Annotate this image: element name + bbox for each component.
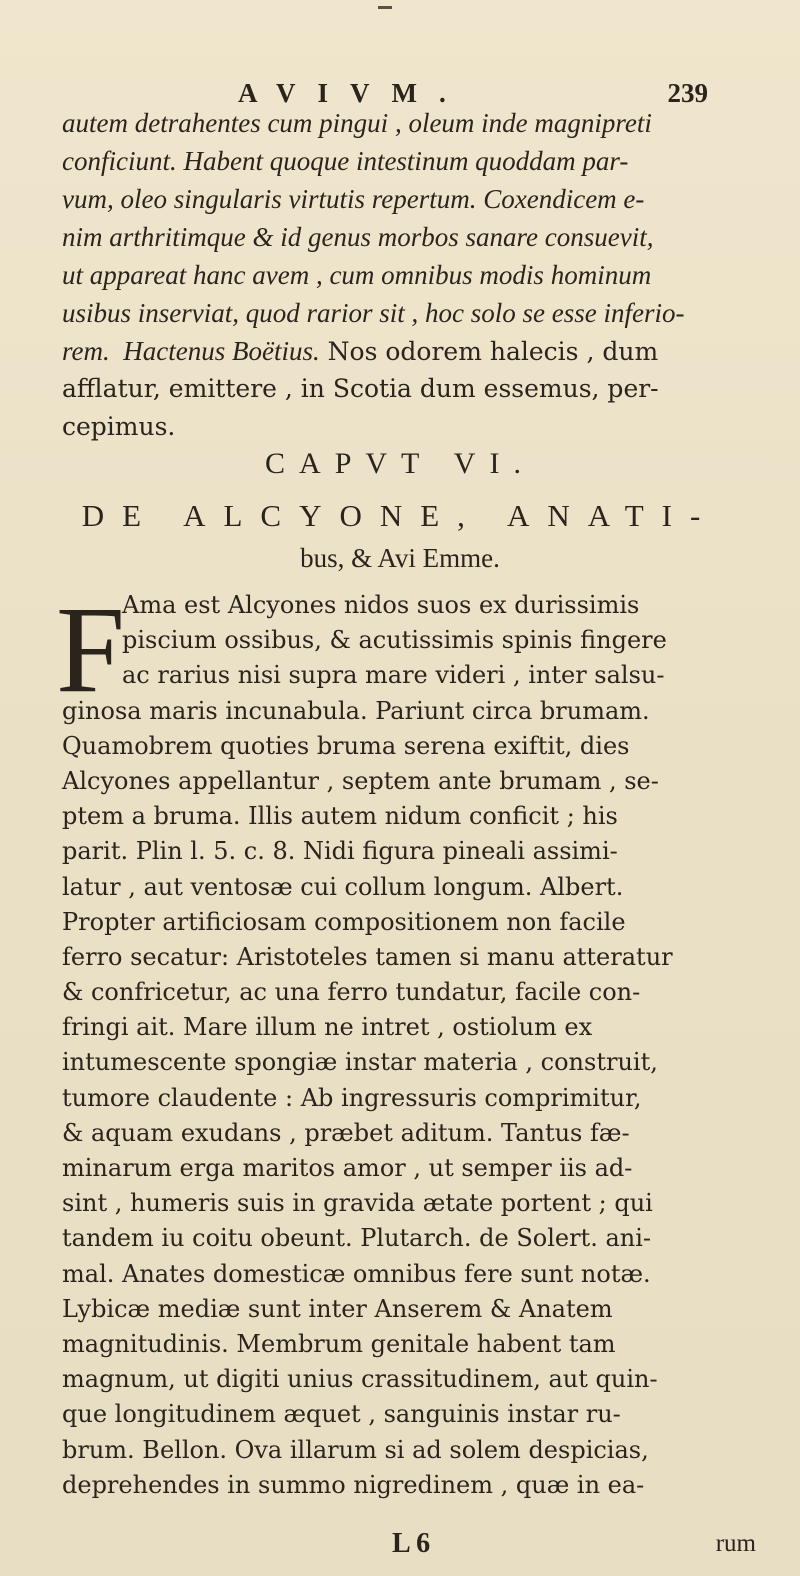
text-line: Quamobrem quoties bruma serena exiftit, dies: [62, 731, 630, 760]
text-line: tumore claudente : Ab ingressuris comprimitur,: [62, 1083, 642, 1112]
intro-paragraph: [62, 104, 738, 446]
text-fragment: Nos odorem halecis , dum: [319, 337, 659, 366]
top-mark: [378, 6, 392, 9]
citation-boetius: Hactenus Boëtius.: [123, 336, 320, 366]
text-line: Ama est Alcyones nidos suos ex durissimis: [122, 591, 640, 619]
text-line: cepimus.: [62, 412, 176, 441]
text-line: que longitudinem æquet , sanguinis instar ru-: [62, 1400, 621, 1429]
text-line: Alcyones appellantur , septem ante brumam , se-: [62, 766, 659, 795]
drop-cap: F: [56, 581, 125, 718]
text-line: vum, oleo singularis virtutis repertum. Coxendicem e-: [62, 184, 645, 214]
text-line: fringi ait. Mare illum ne intret , ostiolum ex: [62, 1013, 593, 1042]
text-line: ptem a bruma. Illis autem nidum conficit ; his: [62, 802, 618, 831]
text-line: intumescente spongiæ instar materia , construit,: [62, 1048, 658, 1077]
text-line: & aquam exudans , præbet aditum. Tantus fæ-: [62, 1118, 630, 1147]
text-line: parit. Plin l. 5. c. 8. Nidi figura pineali assimi-: [62, 837, 618, 866]
text-line: autem detrahentes cum pingui , oleum inde magnipreti: [62, 108, 652, 138]
chapter-title-line: DE ALCYONE, ANATI-: [81, 498, 719, 533]
text-line: minarum erga maritos amor , ut semper iis ad-: [62, 1154, 633, 1182]
text-line: ferro secatur: Aristoteles tamen si manu atteratur: [62, 942, 673, 971]
text-line: ac rarius nisi supra mare videri , inter salsu-: [122, 661, 665, 690]
chapter-heading: CAPVT VI.: [265, 447, 535, 480]
text-line: tandem iu coitu obeunt. Plutarch. de Solert. ani-: [62, 1224, 652, 1253]
body-paragraph: [62, 588, 738, 1503]
text-line: latur , aut ventosæ cui collum longum. Albert.: [62, 872, 624, 901]
running-head: AVIVM.: [238, 78, 468, 108]
text-line: sint , humeris suis in gravida ætate portent ; qui: [62, 1189, 653, 1218]
text-line: usibus inserviat, quod rarior sit , hoc solo se esse inferio-: [62, 298, 685, 328]
text-line: mal. Anates domesticæ omnibus fere sunt notæ.: [62, 1259, 651, 1288]
text-fragment: rem.: [62, 336, 110, 366]
text-line: deprehendes in summo nigredinem , quæ in ea-: [62, 1470, 645, 1499]
text-line: brum. Bellon. Ova illarum si ad solem despicias,: [62, 1435, 649, 1464]
text-line: conficiunt. Habent quoque intestinum quoddam par-: [62, 146, 629, 176]
text-line: ut appareat hanc avem , cum omnibus modis hominum: [62, 260, 652, 290]
chapter-title-line: bus, & Avi Emme.: [300, 543, 500, 573]
text-line: [62, 332, 738, 370]
text-line: nim arthritimque & id genus morbos sanare consuevit,: [62, 222, 654, 252]
signature-mark: L 6: [392, 1528, 431, 1559]
catchword: rum: [715, 1530, 756, 1557]
text-line: ginosa maris incunabula. Pariunt circa brumam.: [62, 696, 650, 725]
text-line: afflatur, emittere , in Scotia dum essemus, per-: [62, 374, 659, 403]
text-line: Propter artificiosam compositionem non facile: [62, 907, 626, 936]
chapter-title: [62, 494, 738, 578]
text-line: piscium ossibus, & acutissimis spinis fingere: [122, 626, 667, 655]
text-line: magnum, ut digiti unius crassitudinem, aut quin-: [62, 1365, 658, 1394]
text-line: Lybicæ mediæ sunt inter Anserem & Anatem: [62, 1294, 613, 1323]
text-line: magnitudinis. Membrum genitale habent tam: [62, 1329, 616, 1358]
page-number: 239: [667, 78, 708, 108]
text-line: & confricetur, ac una ferro tundatur, facile con-: [62, 978, 641, 1007]
